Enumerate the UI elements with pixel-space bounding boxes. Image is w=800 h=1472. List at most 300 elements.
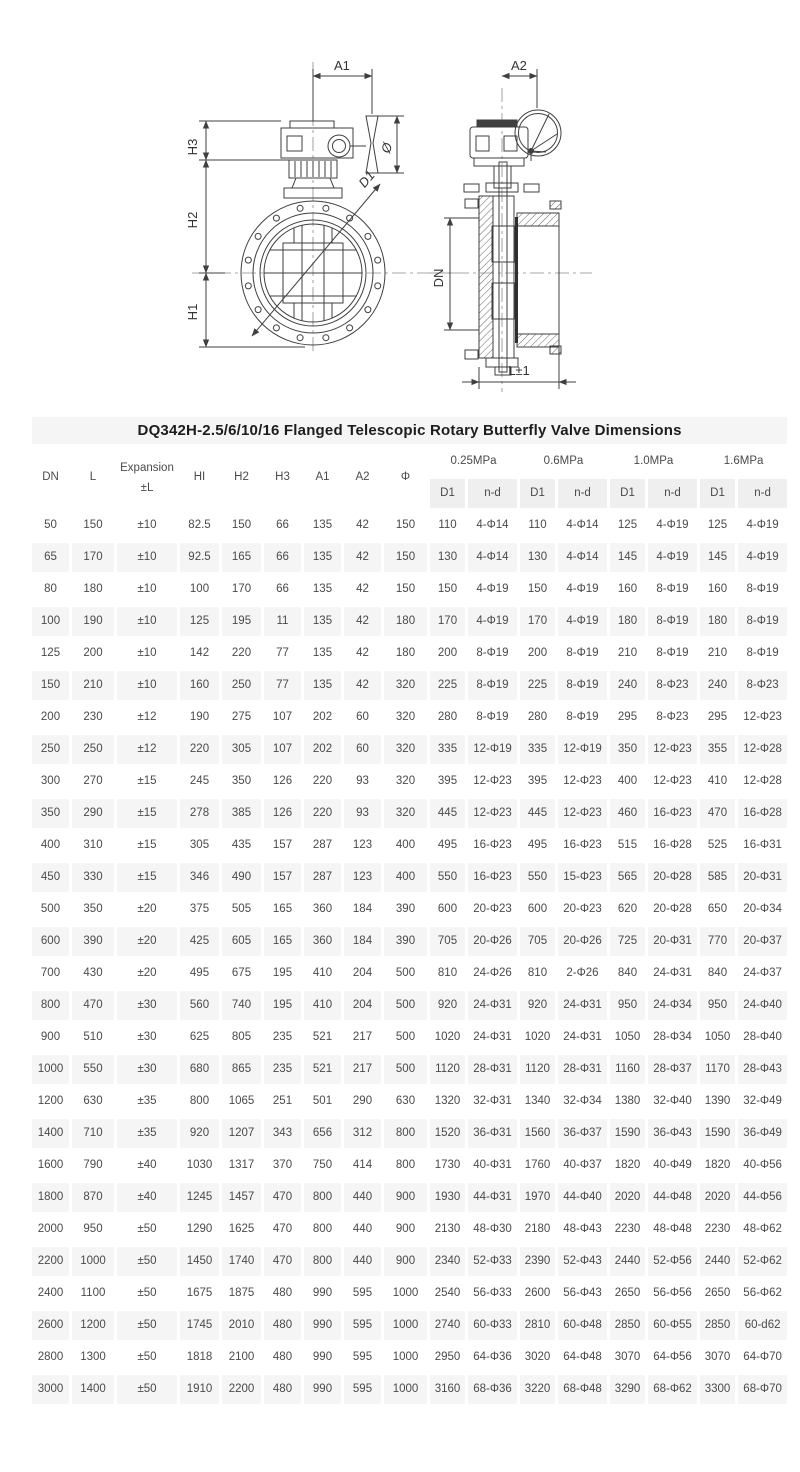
table-cell: 900	[384, 1215, 427, 1244]
table-cell: 20-Φ37	[738, 927, 787, 956]
table-cell: 24-Φ31	[558, 1023, 607, 1052]
table-cell: 32-Φ40	[648, 1087, 697, 1116]
table-cell: 2440	[610, 1247, 645, 1276]
table-cell: 425	[180, 927, 219, 956]
table-cell: 390	[384, 927, 427, 956]
table-cell: 44-Φ56	[738, 1183, 787, 1212]
table-cell: 64-Φ70	[738, 1343, 787, 1372]
table-cell: 630	[384, 1087, 427, 1116]
table-cell: 400	[384, 863, 427, 892]
table-cell: 480	[264, 1279, 301, 1308]
table-cell: 12-Φ28	[738, 767, 787, 796]
table-cell: 11	[264, 607, 301, 636]
table-cell: 287	[304, 831, 341, 860]
table-cell: 1245	[180, 1183, 219, 1212]
table-cell: 165	[264, 927, 301, 956]
table-cell: 1400	[72, 1375, 114, 1404]
table-cell: 135	[304, 671, 341, 700]
table-cell: 20-Φ26	[468, 927, 517, 956]
table-cell: 135	[304, 639, 341, 668]
table-cell: 550	[72, 1055, 114, 1084]
table-cell: 210	[700, 639, 735, 668]
dimensions-table-container	[29, 414, 782, 1407]
table-cell: 2230	[610, 1215, 645, 1244]
table-cell: 190	[180, 703, 219, 732]
table-cell: 4-Φ14	[468, 511, 517, 540]
table-cell: 440	[344, 1247, 381, 1276]
table-cell: 2180	[520, 1215, 555, 1244]
table-cell: 126	[264, 767, 301, 796]
valve-body-section	[464, 162, 561, 375]
table-cell: 2-Φ26	[558, 959, 607, 988]
table-cell: 2850	[610, 1311, 645, 1340]
table-cell: 28-Φ34	[648, 1023, 697, 1052]
table-cell: 180	[72, 575, 114, 604]
table-cell: 1200	[72, 1311, 114, 1340]
table-cell: 56-Φ33	[468, 1279, 517, 1308]
table-cell: ±30	[117, 991, 177, 1020]
gearbox-front	[281, 121, 353, 198]
table-cell: 165	[222, 543, 261, 572]
table-cell: 4-Φ19	[558, 575, 607, 604]
table-row	[32, 607, 787, 636]
table-cell: 1560	[520, 1119, 555, 1148]
table-cell: 295	[610, 703, 645, 732]
table-cell: 675	[222, 959, 261, 988]
table-cell: 66	[264, 543, 301, 572]
dim-label-h1: H1	[185, 303, 200, 321]
table-cell: 40-Φ31	[468, 1151, 517, 1180]
table-cell: 620	[610, 895, 645, 924]
table-cell: ±50	[117, 1375, 177, 1404]
subheader-nd: n-d	[738, 479, 787, 508]
table-cell: 12-Φ23	[648, 767, 697, 796]
dim-dn	[444, 218, 479, 330]
table-cell: 12-Φ23	[648, 735, 697, 764]
table-cell: 24-Φ31	[468, 991, 517, 1020]
table-cell: 800	[384, 1151, 427, 1180]
header-expansion	[117, 447, 177, 508]
dim-label-l1: L±1	[508, 363, 530, 378]
table-cell: 410	[304, 991, 341, 1020]
header-group-10mpa: 1.0MPa	[610, 447, 697, 476]
table-cell: 60-Φ48	[558, 1311, 607, 1340]
table-cell: 42	[344, 639, 381, 668]
header-a1: A1	[304, 447, 341, 508]
table-cell: 145	[700, 543, 735, 572]
dim-label-h3: H3	[185, 138, 200, 156]
table-cell: 8-Φ19	[558, 703, 607, 732]
table-cell: 595	[344, 1343, 381, 1372]
table-cell: 3070	[610, 1343, 645, 1372]
table-cell: 220	[180, 735, 219, 764]
table-cell: 48-Φ30	[468, 1215, 517, 1244]
table-cell: ±10	[117, 607, 177, 636]
table-cell: 1970	[520, 1183, 555, 1212]
table-cell: 8-Φ19	[648, 607, 697, 636]
table-cell: 2200	[222, 1375, 261, 1404]
table-cell: 195	[222, 607, 261, 636]
table-cell: 630	[72, 1087, 114, 1116]
table-cell: 2200	[32, 1247, 69, 1276]
table-cell: 220	[222, 639, 261, 668]
table-cell: 8-Φ19	[468, 639, 517, 668]
table-row	[32, 895, 787, 924]
table-cell: 920	[520, 991, 555, 1020]
dim-label-dn: DN	[431, 268, 446, 288]
table-cell: 20-Φ34	[738, 895, 787, 924]
table-cell: 950	[700, 991, 735, 1020]
table-cell: 1457	[222, 1183, 261, 1212]
table-cell: 150	[384, 575, 427, 604]
table-cell: 180	[384, 639, 427, 668]
table-cell: 123	[344, 863, 381, 892]
table-cell: 3160	[430, 1375, 465, 1404]
table-cell: 495	[430, 831, 465, 860]
header-group-06mpa: 0.6MPa	[520, 447, 607, 476]
table-cell: 414	[344, 1151, 381, 1180]
table-cell: 470	[700, 799, 735, 828]
table-cell: 150	[384, 511, 427, 540]
table-cell: ±50	[117, 1311, 177, 1340]
table-cell: ±20	[117, 959, 177, 988]
table-cell: 195	[264, 991, 301, 1020]
table-cell: 440	[344, 1215, 381, 1244]
table-cell: 200	[72, 639, 114, 668]
table-cell: 48-Φ62	[738, 1215, 787, 1244]
table-cell: 521	[304, 1055, 341, 1084]
table-cell: 1065	[222, 1087, 261, 1116]
table-cell: 56-Φ62	[738, 1279, 787, 1308]
table-cell: 4-Φ14	[468, 543, 517, 572]
table-cell: 335	[430, 735, 465, 764]
table-cell: 320	[384, 671, 427, 700]
table-cell: 360	[304, 927, 341, 956]
table-cell: 1000	[32, 1055, 69, 1084]
table-cell: 1520	[430, 1119, 465, 1148]
table-cell: 1390	[700, 1087, 735, 1116]
table-cell: 350	[222, 767, 261, 796]
table-cell: 170	[72, 543, 114, 572]
table-cell: 840	[700, 959, 735, 988]
table-cell: 595	[344, 1375, 381, 1404]
table-cell: 20-Φ28	[648, 895, 697, 924]
table-cell: 24-Φ40	[738, 991, 787, 1020]
table-cell: 36-Φ37	[558, 1119, 607, 1148]
table-cell: 60-Φ33	[468, 1311, 517, 1340]
table-cell: 24-Φ37	[738, 959, 787, 988]
table-cell: 805	[222, 1023, 261, 1052]
table-cell: 1740	[222, 1247, 261, 1276]
table-cell: 170	[430, 607, 465, 636]
table-cell: 565	[610, 863, 645, 892]
table-cell: 1000	[72, 1247, 114, 1276]
table-cell: ±50	[117, 1247, 177, 1276]
dim-label-d1: D1	[355, 167, 378, 191]
table-cell: 355	[700, 735, 735, 764]
table-cell: 390	[384, 895, 427, 924]
subheader-nd: n-d	[558, 479, 607, 508]
table-cell: 1000	[384, 1311, 427, 1340]
table-cell: 600	[430, 895, 465, 924]
table-cell: 12-Φ23	[558, 799, 607, 828]
table-cell: 92.5	[180, 543, 219, 572]
table-cell: 44-Φ40	[558, 1183, 607, 1212]
table-cell: 68-Φ48	[558, 1375, 607, 1404]
table-cell: 250	[72, 735, 114, 764]
table-cell: 410	[304, 959, 341, 988]
table-cell: 1400	[32, 1119, 69, 1148]
table-cell: 350	[32, 799, 69, 828]
table-cell: 290	[344, 1087, 381, 1116]
table-cell: 295	[700, 703, 735, 732]
table-cell: 278	[180, 799, 219, 828]
table-cell: 4-Φ14	[558, 543, 607, 572]
table-cell: 2390	[520, 1247, 555, 1276]
table-cell: 430	[72, 959, 114, 988]
table-row	[32, 927, 787, 956]
table-cell: ±15	[117, 831, 177, 860]
table-cell: 1320	[430, 1087, 465, 1116]
table-cell: 1625	[222, 1215, 261, 1244]
table-cell: 8-Φ19	[738, 639, 787, 668]
table-cell: 28-Φ31	[558, 1055, 607, 1084]
table-cell: 42	[344, 671, 381, 700]
table-cell: 2020	[700, 1183, 735, 1212]
table-cell: 225	[430, 671, 465, 700]
table-cell: 2000	[32, 1215, 69, 1244]
table-cell: ±35	[117, 1119, 177, 1148]
table-cell: 1020	[430, 1023, 465, 1052]
table-cell: ±40	[117, 1151, 177, 1180]
table-cell: 480	[264, 1375, 301, 1404]
table-cell: 725	[610, 927, 645, 956]
header-h3: H3	[264, 447, 301, 508]
table-cell: 24-Φ26	[468, 959, 517, 988]
table-cell: 280	[520, 703, 555, 732]
table-row	[32, 575, 787, 604]
table-cell: 44-Φ48	[648, 1183, 697, 1212]
table-cell: 290	[72, 799, 114, 828]
table-row	[32, 703, 787, 732]
table-cell: 12-Φ23	[468, 799, 517, 828]
dim-label-phi: Ø	[378, 141, 396, 155]
table-cell: 1317	[222, 1151, 261, 1180]
table-cell: 385	[222, 799, 261, 828]
table-cell: 8-Φ19	[648, 575, 697, 604]
table-cell: 2340	[430, 1247, 465, 1276]
header-dn: DN	[32, 447, 69, 508]
table-cell: 184	[344, 895, 381, 924]
table-cell: 550	[430, 863, 465, 892]
table-header	[32, 417, 787, 508]
table-cell: 1340	[520, 1087, 555, 1116]
table-cell: 400	[32, 831, 69, 860]
table-cell: 16-Φ31	[738, 831, 787, 860]
subheader-nd: n-d	[648, 479, 697, 508]
table-cell: 4-Φ19	[738, 511, 787, 540]
dim-label-a2: A2	[511, 58, 527, 73]
table-row	[32, 1087, 787, 1116]
table-cell: 990	[304, 1375, 341, 1404]
table-cell: 600	[520, 895, 555, 924]
table-cell: 515	[610, 831, 645, 860]
table-cell: 1050	[610, 1023, 645, 1052]
table-cell: 16-Φ23	[648, 799, 697, 828]
table-cell: 8-Φ19	[738, 575, 787, 604]
table-cell: 2740	[430, 1311, 465, 1340]
table-cell: 12-Φ23	[468, 767, 517, 796]
table-cell: 60	[344, 735, 381, 764]
table-cell: 240	[610, 671, 645, 700]
table-cell: 235	[264, 1023, 301, 1052]
table-cell: 12-Φ19	[558, 735, 607, 764]
table-cell: 470	[264, 1183, 301, 1212]
table-cell: 1450	[180, 1247, 219, 1276]
table-cell: 130	[430, 543, 465, 572]
table-cell: 1300	[72, 1343, 114, 1372]
table-cell: ±50	[117, 1215, 177, 1244]
header-l: L	[72, 447, 114, 508]
table-cell: 126	[264, 799, 301, 828]
table-cell: 202	[304, 703, 341, 732]
table-cell: ±10	[117, 575, 177, 604]
table-cell: 2800	[32, 1343, 69, 1372]
table-cell: 8-Φ19	[468, 703, 517, 732]
table-cell: 48-Φ43	[558, 1215, 607, 1244]
table-cell: 123	[344, 831, 381, 860]
table-cell: 4-Φ19	[648, 543, 697, 572]
table-row	[32, 1183, 787, 1212]
table-cell: 2010	[222, 1311, 261, 1340]
table-cell: 865	[222, 1055, 261, 1084]
table-cell: 400	[384, 831, 427, 860]
table-cell: 195	[264, 959, 301, 988]
table-cell: 12-Φ19	[468, 735, 517, 764]
handwheel-front	[350, 116, 378, 173]
table-cell: 12-Φ23	[738, 703, 787, 732]
table-cell: 1100	[72, 1279, 114, 1308]
table-cell: 245	[180, 767, 219, 796]
table-cell: 2600	[520, 1279, 555, 1308]
table-cell: ±10	[117, 639, 177, 668]
table-cell: 460	[610, 799, 645, 828]
table-cell: 2440	[700, 1247, 735, 1276]
table-cell: 1380	[610, 1087, 645, 1116]
table-cell: 500	[384, 959, 427, 988]
table-cell: 2540	[430, 1279, 465, 1308]
table-cell: 28-Φ37	[648, 1055, 697, 1084]
table-row	[32, 1311, 787, 1340]
table-cell: 2400	[32, 1279, 69, 1308]
table-cell: 42	[344, 543, 381, 572]
table-cell: 270	[72, 767, 114, 796]
table-cell: 240	[700, 671, 735, 700]
table-cell: 32-Φ31	[468, 1087, 517, 1116]
table-cell: 810	[520, 959, 555, 988]
table-cell: 3300	[700, 1375, 735, 1404]
table-cell: 990	[304, 1279, 341, 1308]
dim-a1	[313, 69, 372, 121]
table-cell: 770	[700, 927, 735, 956]
table-cell: 4-Φ14	[558, 511, 607, 540]
table-cell: 1590	[700, 1119, 735, 1148]
table-cell: 40-Φ49	[648, 1151, 697, 1180]
table-cell: 40-Φ56	[738, 1151, 787, 1180]
dimensions-table	[29, 414, 790, 1407]
table-row	[32, 543, 787, 572]
table-cell: 740	[222, 991, 261, 1020]
table-cell: 36-Φ43	[648, 1119, 697, 1148]
table-cell: 100	[180, 575, 219, 604]
table-cell: 65	[32, 543, 69, 572]
table-cell: 305	[180, 831, 219, 860]
table-cell: 4-Φ19	[468, 607, 517, 636]
table-cell: 445	[520, 799, 555, 828]
table-cell: 100	[32, 607, 69, 636]
table-cell: 3290	[610, 1375, 645, 1404]
table-cell: 625	[180, 1023, 219, 1052]
table-cell: 505	[222, 895, 261, 924]
table-cell: 44-Φ31	[468, 1183, 517, 1212]
table-cell: ±20	[117, 927, 177, 956]
table-cell: 495	[180, 959, 219, 988]
table-cell: 24-Φ31	[468, 1023, 517, 1052]
table-cell: 3020	[520, 1343, 555, 1372]
table-cell: 20-Φ28	[648, 863, 697, 892]
table-cell: 142	[180, 639, 219, 668]
table-cell: 500	[384, 991, 427, 1020]
table-cell: 150	[222, 511, 261, 540]
table-cell: 157	[264, 863, 301, 892]
table-cell: 1000	[384, 1279, 427, 1308]
table-cell: 1600	[32, 1151, 69, 1180]
table-cell: 2230	[700, 1215, 735, 1244]
table-cell: 150	[72, 511, 114, 540]
table-cell: 500	[32, 895, 69, 924]
table-cell: 2850	[700, 1311, 735, 1340]
table-row	[32, 1055, 787, 1084]
table-cell: 77	[264, 671, 301, 700]
table-cell: 80	[32, 575, 69, 604]
table-row	[32, 1119, 787, 1148]
table-cell: 165	[264, 895, 301, 924]
table-cell: 135	[304, 511, 341, 540]
table-cell: 1290	[180, 1215, 219, 1244]
table-cell: 1730	[430, 1151, 465, 1180]
table-cell: 900	[32, 1023, 69, 1052]
table-cell: 320	[384, 735, 427, 764]
table-cell: 24-Φ31	[648, 959, 697, 988]
table-cell: 500	[384, 1055, 427, 1084]
table-cell: ±15	[117, 767, 177, 796]
table-cell: 60-Φ55	[648, 1311, 697, 1340]
table-cell: 68-Φ70	[738, 1375, 787, 1404]
table-cell: ±40	[117, 1183, 177, 1212]
table-cell: 56-Φ56	[648, 1279, 697, 1308]
table-row	[32, 639, 787, 668]
front-view	[192, 62, 455, 355]
table-cell: 2810	[520, 1311, 555, 1340]
table-cell: 990	[304, 1311, 341, 1340]
table-cell: 495	[520, 831, 555, 860]
table-cell: 150	[32, 671, 69, 700]
table-cell: 250	[222, 671, 261, 700]
table-cell: 1800	[32, 1183, 69, 1212]
table-body	[32, 511, 787, 1404]
table-cell: 8-Φ23	[648, 671, 697, 700]
table-cell: ±35	[117, 1087, 177, 1116]
